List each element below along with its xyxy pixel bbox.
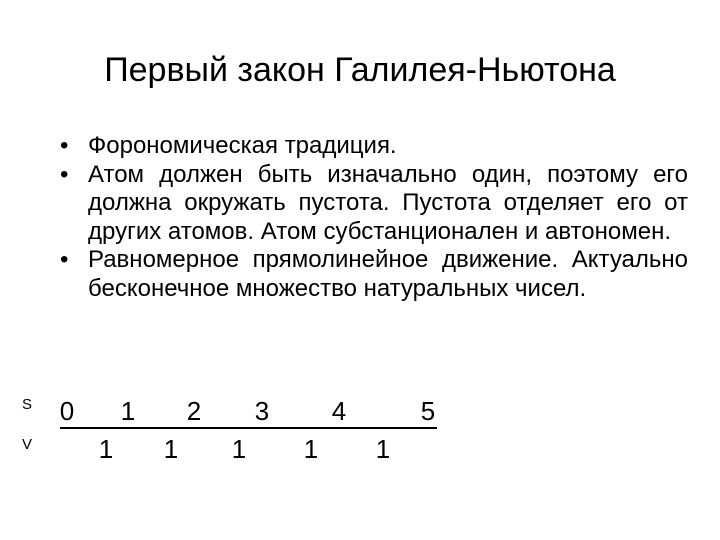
v-row-label: V bbox=[22, 436, 33, 453]
bullet-dot: • bbox=[60, 246, 69, 273]
bullet-text: Равномерное прямолинейное движение. Актуально бесконечное множество натуральных чисел. bbox=[88, 246, 688, 302]
s-row-underline bbox=[60, 427, 437, 429]
bullet-item bbox=[60, 246, 688, 303]
s-value: 0 bbox=[59, 396, 75, 426]
v-value: 1 bbox=[163, 434, 179, 464]
v-value: 1 bbox=[231, 434, 247, 464]
s-value: 5 bbox=[420, 396, 436, 426]
s-value: 2 bbox=[186, 396, 202, 426]
bullet-text: Форономическая традиция. bbox=[88, 132, 397, 159]
bullet-item bbox=[60, 132, 688, 161]
v-value: 1 bbox=[98, 434, 114, 464]
v-value: 1 bbox=[375, 434, 391, 464]
bullet-text: Атом должен быть изначально один, поэтому его должна окружать пустота. Пустота отделяет его от других атомов. Атом субстанционален и автономен. bbox=[88, 160, 688, 245]
bullet-item bbox=[60, 161, 688, 247]
v-value: 1 bbox=[303, 434, 319, 464]
s-row-label: S bbox=[22, 396, 33, 413]
slide-title: Первый закон Галилея-Ньютона bbox=[104, 51, 616, 89]
bullet-list bbox=[60, 132, 688, 303]
bullet-dot: • bbox=[60, 160, 69, 188]
s-value: 1 bbox=[120, 396, 136, 426]
s-value: 4 bbox=[331, 396, 347, 426]
s-value: 3 bbox=[254, 396, 270, 426]
bullet-dot: • bbox=[60, 132, 69, 159]
